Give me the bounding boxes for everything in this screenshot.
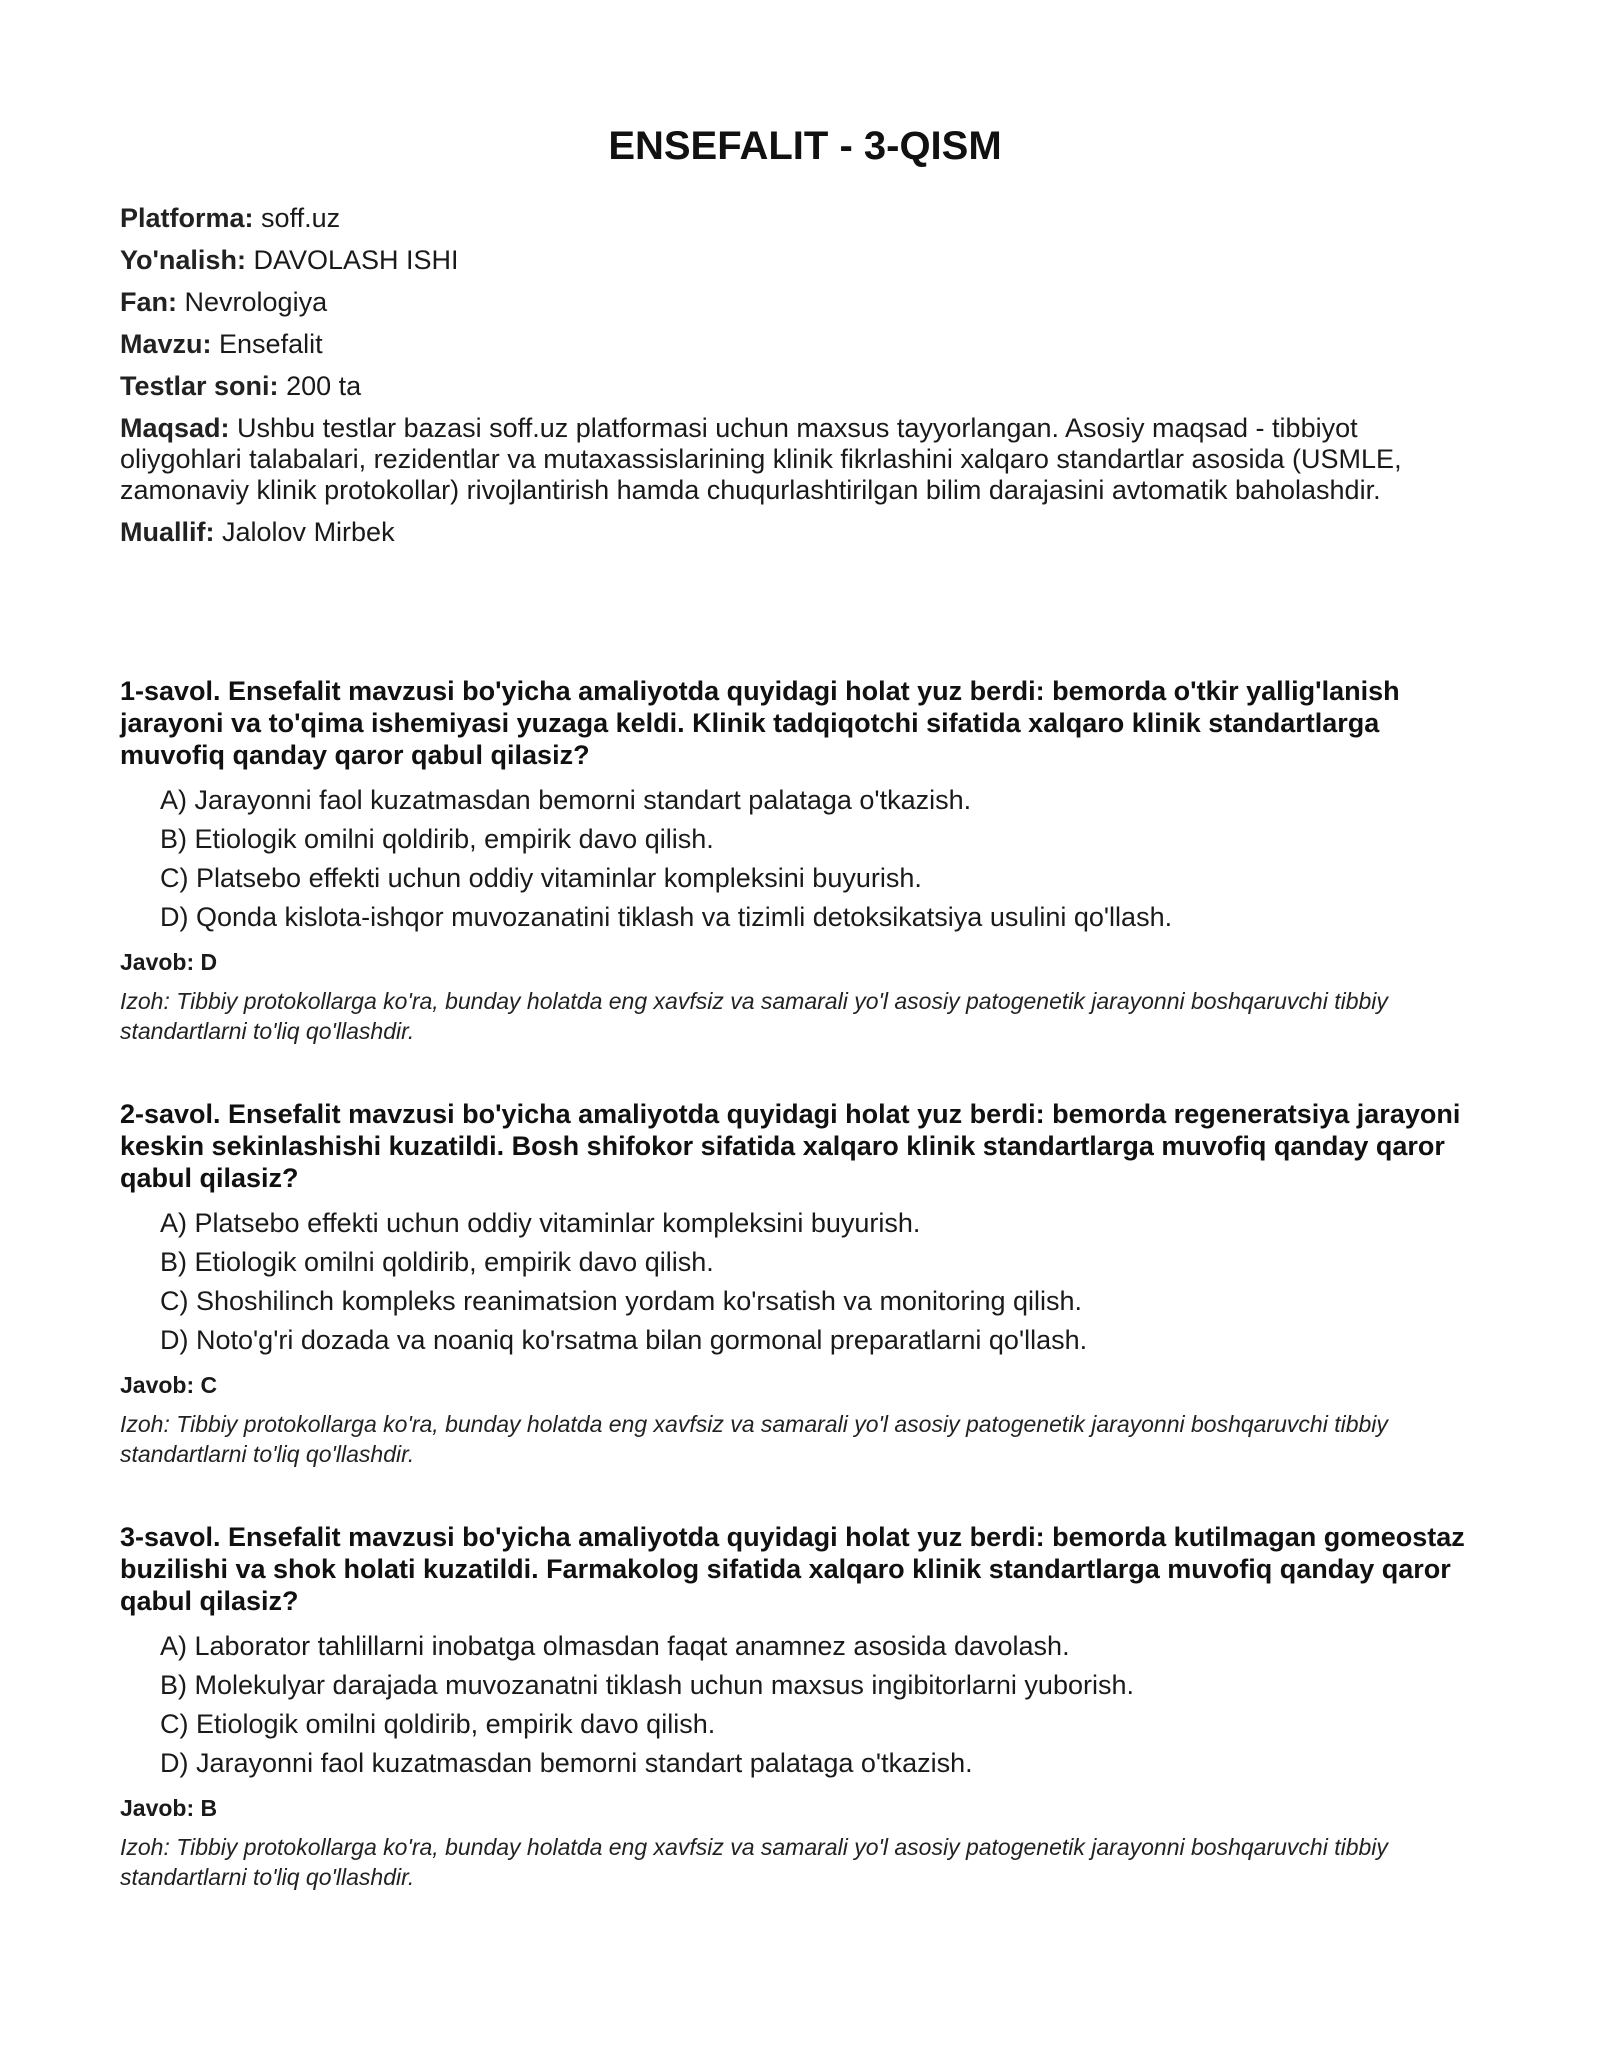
answer: Javob: B [120, 1795, 218, 1821]
option-d: D) Jarayonni faol kuzatmasdan bemorni standart palataga o'tkazish. [160, 1748, 973, 1778]
meta-value: DAVOLASH ISHI [253, 245, 459, 275]
option-d: D) Qonda kislota-ishqor muvozanatini tiklash va tizimli detoksikatsiya usulini qo'llash. [160, 902, 1173, 932]
meta-topic [120, 329, 1460, 360]
meta-test-count [120, 371, 1460, 402]
question-text: 3-savol. Ensefalit mavzusi bo'yicha amaliyotda quyidagi holat yuz berdi: bemorda kutilmagan gomeostaz buzilishi va shok holati kuzatildi. Farmakolog sifatida xalqaro klinik standartlarga muvofiq qanday qaror qabul qilasiz? [120, 1522, 1465, 1616]
option-list [160, 1631, 1490, 1779]
meta-label: Platforma: [120, 203, 254, 233]
option-d: D) Noto'g'ri dozada va noaniq ko'rsatma bilan gormonal preparatlarni qo'llash. [160, 1325, 1088, 1355]
option-c: C) Platsebo effekti uchun oddiy vitaminlar kompleksini buyurish. [160, 863, 922, 893]
meta-value: Nevrologiya [184, 287, 328, 317]
meta-direction [120, 245, 1460, 276]
option-b: B) Etiologik omilni qoldirib, empirik davo qilish. [160, 824, 714, 854]
question-list [120, 675, 1490, 1944]
option-b: B) Molekulyar darajada muvozanatni tiklash uchun maxsus ingibitorlarni yuborish. [160, 1670, 1134, 1700]
question-3 [120, 1521, 1490, 1892]
meta-label: Fan: [120, 287, 177, 317]
meta-purpose [120, 413, 1460, 506]
meta-value: soff.uz [261, 203, 341, 233]
meta-author [120, 517, 1460, 548]
option-c: C) Shoshilinch kompleks reanimatsion yordam ko'rsatish va monitoring qilish. [160, 1286, 1083, 1316]
option-c: C) Etiologik omilni qoldirib, empirik davo qilish. [160, 1709, 716, 1739]
meta-platform [120, 203, 1460, 234]
meta-value: 200 ta [286, 371, 362, 401]
option-b: B) Etiologik omilni qoldirib, empirik davo qilish. [160, 1247, 714, 1277]
question-1 [120, 675, 1490, 1046]
explanation: Izoh: Tibbiy protokollarga ko'ra, bunday holatda eng xavfsiz va samarali yo'l asosiy patogenetik jarayonni boshqaruvchi tibbiy standartlarni to'liq qo'llashdir. [120, 1834, 1388, 1890]
meta-subject [120, 287, 1460, 318]
meta-label: Mavzu: [120, 329, 212, 359]
meta-label: Yo'nalish: [120, 245, 246, 275]
meta-value: Ensefalit [219, 329, 323, 359]
answer: Javob: D [120, 949, 218, 975]
document-meta [120, 203, 1460, 559]
option-a: A) Laborator tahlillarni inobatga olmasdan faqat anamnez asosida davolash. [160, 1631, 1070, 1661]
meta-value: Jalolov Mirbek [222, 517, 395, 547]
option-a: A) Jarayonni faol kuzatmasdan bemorni standart palataga o'tkazish. [160, 785, 972, 815]
answer: Javob: C [120, 1372, 218, 1398]
question-2 [120, 1098, 1490, 1469]
explanation: Izoh: Tibbiy protokollarga ko'ra, bunday holatda eng xavfsiz va samarali yo'l asosiy patogenetik jarayonni boshqaruvchi tibbiy standartlarni to'liq qo'llashdir. [120, 988, 1388, 1044]
option-list [160, 785, 1490, 933]
meta-label: Maqsad: [120, 413, 230, 443]
question-text: 1-savol. Ensefalit mavzusi bo'yicha amaliyotda quyidagi holat yuz berdi: bemorda o'tkir yallig'lanish jarayoni va to'qima ishemiyasi yuzaga keldi. Klinik tadqiqotchi sifatida xalqaro klinik standartlarga muvofiq qanday qaror qabul qilasiz? [120, 676, 1400, 770]
option-a: A) Platsebo effekti uchun oddiy vitaminlar kompleksini buyurish. [160, 1208, 921, 1238]
explanation: Izoh: Tibbiy protokollarga ko'ra, bunday holatda eng xavfsiz va samarali yo'l asosiy patogenetik jarayonni boshqaruvchi tibbiy standartlarni to'liq qo'llashdir. [120, 1411, 1388, 1467]
meta-label: Muallif: [120, 517, 215, 547]
question-text: 2-savol. Ensefalit mavzusi bo'yicha amaliyotda quyidagi holat yuz berdi: bemorda regeneratsiya jarayoni keskin sekinlashishi kuzatildi. Bosh shifokor sifatida xalqaro klinik standartlarga muvofiq qanday qaror qabul qilasiz? [120, 1099, 1461, 1193]
meta-value: Ushbu testlar bazasi soff.uz platformasi uchun maxsus tayyorlangan. Asosiy maqsad - tibbiyot oliygohlari talabalari, rezidentlar va mutaxassislarining klinik fikrlashini xalqaro standartlar asosida (USMLE, zamonaviy klinik protokollar) rivojlantirish hamda chuqurlashtirilgan bilim darajasini avtomatik baholashdir. [120, 413, 1402, 505]
option-list [160, 1208, 1490, 1356]
meta-label: Testlar soni: [120, 371, 279, 401]
page-title: ENSEFALIT - 3-QISM [608, 124, 1002, 168]
